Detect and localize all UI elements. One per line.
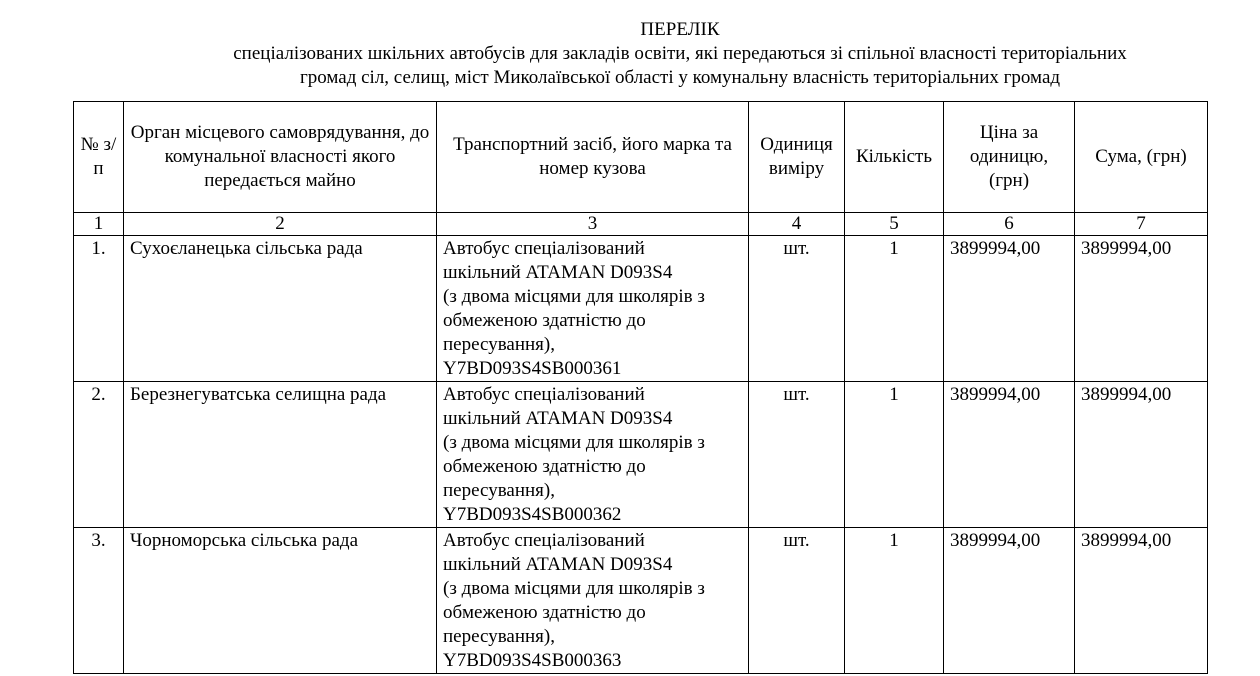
- document-subtitle-line-1: спеціалізованих шкільних автобусів для закладів освіти, які передаються зі спільної власності територіальних: [233, 43, 1127, 64]
- row-price: 3899994,00: [944, 528, 1075, 674]
- row-vehicle: [437, 528, 749, 674]
- col-header-price: Ціна за одиницю, (грн): [944, 102, 1075, 213]
- vehicle-line: Автобус спеціалізований: [443, 238, 645, 259]
- col-header-vehicle: Транспортний засіб, його марка та номер кузова: [437, 102, 749, 213]
- col-header-quantity: Кількість: [845, 102, 944, 213]
- table-row: [74, 528, 1208, 674]
- row-unit: шт.: [749, 236, 845, 382]
- document-subtitle-line-2: громад сіл, селищ, міст Миколаївської області у комунальну власність територіальних громад: [299, 67, 1061, 88]
- row-quantity: 1: [845, 236, 944, 382]
- vehicle-line: обмеженою здатністю до: [443, 456, 646, 477]
- document-title: ПЕРЕЛІК: [640, 19, 720, 40]
- row-unit: шт.: [749, 528, 845, 674]
- col-header-number: № з/п: [74, 102, 124, 213]
- vehicle-line: (з двома місцями для школярів з: [443, 578, 705, 599]
- vehicle-body-number: Y7BD093S4SB000362: [443, 504, 622, 525]
- row-price: 3899994,00: [944, 382, 1075, 528]
- vehicle-body-number: Y7BD093S4SB000361: [443, 358, 622, 379]
- col-header-organ: Орган місцевого самоврядування, до комунальної власності якого передається майно: [124, 102, 437, 213]
- col-number-2: 2: [124, 213, 437, 236]
- row-number: 3.: [74, 528, 124, 674]
- col-number-3: 3: [437, 213, 749, 236]
- row-number: 2.: [74, 382, 124, 528]
- vehicle-line: Автобус спеціалізований: [443, 384, 645, 405]
- table-column-number-row: [74, 213, 1208, 236]
- row-organ: Березнегуватська селищна рада: [124, 382, 437, 528]
- row-organ: Сухоєланецька сільська рада: [124, 236, 437, 382]
- row-organ: Чорноморська сільська рада: [124, 528, 437, 674]
- vehicle-line: обмеженою здатністю до: [443, 310, 646, 331]
- row-sum: 3899994,00: [1075, 236, 1208, 382]
- vehicle-line: (з двома місцями для школярів з: [443, 432, 705, 453]
- table-row: [74, 236, 1208, 382]
- row-vehicle: [437, 382, 749, 528]
- vehicle-line: (з двома місцями для школярів з: [443, 286, 705, 307]
- col-number-5: 5: [845, 213, 944, 236]
- table-row: [74, 382, 1208, 528]
- vehicle-line: шкільний ATAMAN D093S4: [443, 554, 673, 575]
- vehicle-line: пересування),: [443, 626, 555, 647]
- row-number: 1.: [74, 236, 124, 382]
- vehicle-line: обмеженою здатністю до: [443, 602, 646, 623]
- row-vehicle: [437, 236, 749, 382]
- row-quantity: 1: [845, 382, 944, 528]
- vehicle-line: шкільний ATAMAN D093S4: [443, 262, 673, 283]
- col-number-4: 4: [749, 213, 845, 236]
- row-quantity: 1: [845, 528, 944, 674]
- row-price: 3899994,00: [944, 236, 1075, 382]
- row-sum: 3899994,00: [1075, 528, 1208, 674]
- table-header-row: [74, 102, 1208, 213]
- col-number-7: 7: [1075, 213, 1208, 236]
- document-heading: [0, 18, 1260, 90]
- vehicle-line: пересування),: [443, 334, 555, 355]
- col-number-6: 6: [944, 213, 1075, 236]
- vehicle-line: Автобус спеціалізований: [443, 530, 645, 551]
- col-header-unit: Одиниця виміру: [749, 102, 845, 213]
- col-number-1: 1: [74, 213, 124, 236]
- vehicle-body-number: Y7BD093S4SB000363: [443, 650, 622, 671]
- vehicle-line: пересування),: [443, 480, 555, 501]
- vehicle-line: шкільний ATAMAN D093S4: [443, 408, 673, 429]
- row-sum: 3899994,00: [1075, 382, 1208, 528]
- bus-transfer-table: [73, 101, 1208, 674]
- row-unit: шт.: [749, 382, 845, 528]
- col-header-sum: Сума, (грн): [1075, 102, 1208, 213]
